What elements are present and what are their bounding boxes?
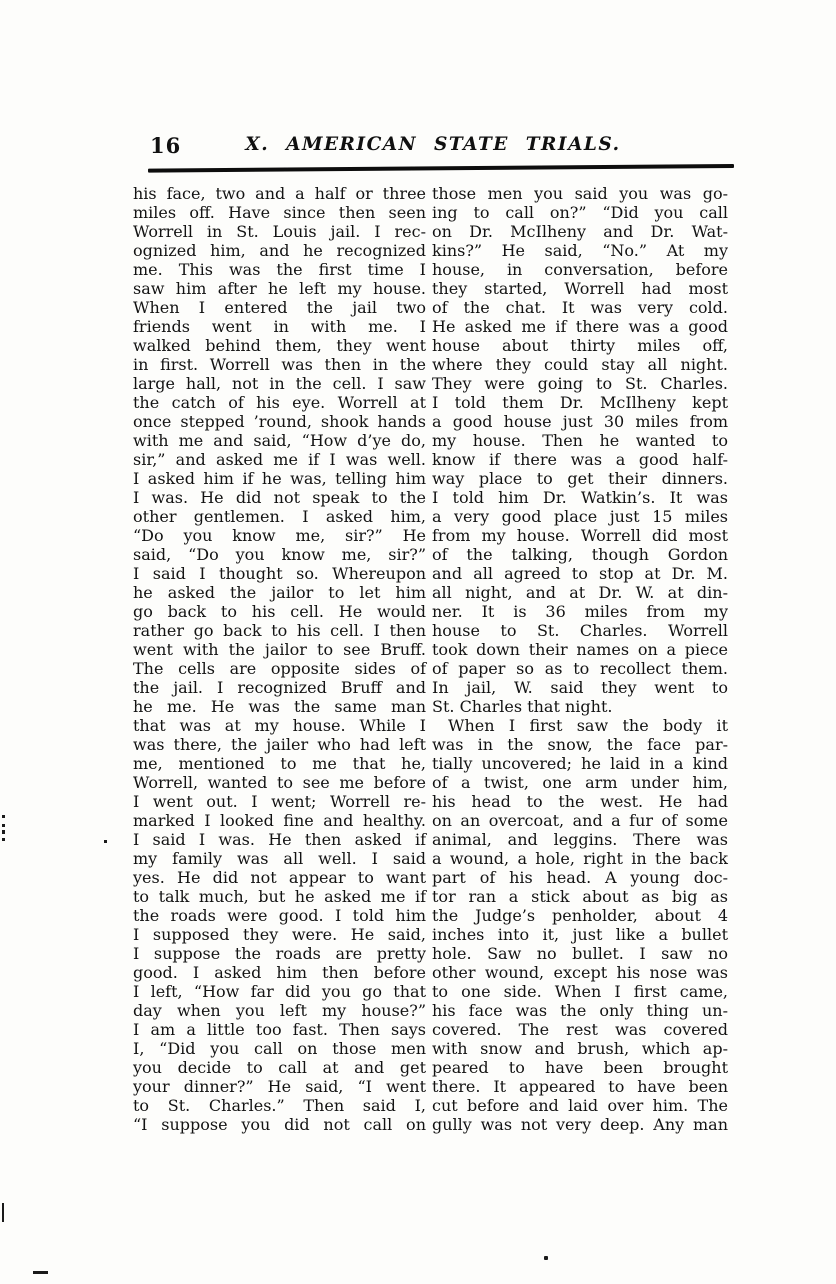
text-line: other wound, except his nose was — [432, 963, 728, 982]
text-line: animal, and leggins. There was — [432, 830, 728, 849]
text-line: with me and said, “How d’ye do, — [133, 431, 426, 450]
text-line: gully was not very deep. Any man — [432, 1115, 728, 1134]
text-line: saw him after he left my house. — [133, 279, 426, 298]
text-line: he asked the jailor to let him — [133, 583, 426, 602]
text-line: other gentlemen. I asked him, — [133, 507, 426, 526]
text-line: I asked him if he was, telling him — [133, 469, 426, 488]
text-line: He asked me if there was a good — [432, 317, 728, 336]
text-line: with snow and brush, which ap- — [432, 1039, 728, 1058]
text-line: good. I asked him then before — [133, 963, 426, 982]
text-line: I said I was. He then asked if — [133, 830, 426, 849]
text-line: of paper so as to recollect them. — [432, 659, 728, 678]
text-line: I said I thought so. Whereupon — [133, 564, 426, 583]
left-column — [133, 184, 426, 1144]
scan-artifact-speck — [2, 838, 5, 841]
text-line: to one side. When I first came, — [432, 982, 728, 1001]
page-number: 16 — [150, 133, 182, 158]
text-line: in first. Worrell was then in the — [133, 355, 426, 374]
text-line: of the chat. It was very cold. — [432, 298, 728, 317]
text-line: and all agreed to stop at Dr. M. — [432, 564, 728, 583]
text-line: part of his head. A young doc- — [432, 868, 728, 887]
text-line: they started, Worrell had most — [432, 279, 728, 298]
text-line: In jail, W. said they went to — [432, 678, 728, 697]
text-line: once stepped ’round, shook hands — [133, 412, 426, 431]
page-header-title: X. AMERICAN STATE TRIALS. — [245, 134, 621, 155]
text-line: St. Charles that night. — [432, 697, 613, 716]
text-line: I suppose the roads are pretty — [133, 944, 426, 963]
text-line: covered. The rest was covered — [432, 1020, 728, 1039]
scan-artifact-dot — [544, 1256, 548, 1260]
text-line: miles off. Have since then seen — [133, 203, 426, 222]
text-line: house, in conversation, before — [432, 260, 728, 279]
text-line: I supposed they were. He said, — [133, 925, 426, 944]
scan-artifact-speck — [2, 815, 5, 818]
text-line: They were going to St. Charles. — [432, 374, 728, 393]
text-line: took down their names on a piece — [432, 640, 728, 659]
text-line: was there, the jailer who had left — [133, 735, 426, 754]
text-line: of a twist, one arm under him, — [432, 773, 728, 792]
text-line: I left, “How far did you go that — [133, 982, 426, 1001]
text-line: was in the snow, the face par- — [432, 735, 728, 754]
text-line: he me. He was the same man — [133, 697, 426, 716]
text-line: cut before and laid over him. The — [432, 1096, 728, 1115]
text-line: yes. He did not appear to want — [133, 868, 426, 887]
text-line: me. This was the first time I — [133, 260, 426, 279]
text-line: know if there was a good half- — [432, 450, 728, 469]
text-line: Worrell in St. Louis jail. I rec- — [133, 222, 426, 241]
text-line: to St. Charles.” Then said I, — [133, 1096, 426, 1115]
text-line: house to St. Charles. Worrell — [432, 621, 728, 640]
text-line: my house. Then he wanted to — [432, 431, 728, 450]
text-line: I told him Dr. Watkin’s. It was — [432, 488, 728, 507]
text-line: your dinner?” He said, “I went — [133, 1077, 426, 1096]
text-line: my family was all well. I said — [133, 849, 426, 868]
text-line: way place to get their dinners. — [432, 469, 728, 488]
scan-artifact-edge-bar — [2, 1203, 4, 1222]
text-line: tor ran a stick about as big as — [432, 887, 728, 906]
text-line: go back to his cell. He would — [133, 602, 426, 621]
scan-artifact-dash — [33, 1271, 48, 1274]
text-line: inches into it, just like a bullet — [432, 925, 728, 944]
text-line: his face was the only thing un- — [432, 1001, 728, 1020]
text-line: I told them Dr. McIlheny kept — [432, 393, 728, 412]
text-line: from my house. Worrell did most — [432, 526, 728, 545]
text-line: Worrell, wanted to see me before — [133, 773, 426, 792]
text-line: When I entered the jail two — [133, 298, 426, 317]
text-line: the jail. I recognized Bruff and — [133, 678, 426, 697]
text-line: hole. Saw no bullet. I saw no — [432, 944, 728, 963]
text-line: me, mentioned to me that he, — [133, 754, 426, 773]
text-line: a good house just 30 miles from — [432, 412, 728, 431]
text-line: I, “Did you call on those men — [133, 1039, 426, 1058]
text-line: walked behind them, they went — [133, 336, 426, 355]
text-line: kins?” He said, “No.” At my — [432, 241, 728, 260]
right-column — [432, 184, 728, 1144]
text-line: marked I looked fine and healthy. — [133, 811, 426, 830]
text-line: his head to the west. He had — [432, 792, 728, 811]
text-line: “Do you know me, sir?” He — [133, 526, 426, 545]
text-line: house about thirty miles off, — [432, 336, 728, 355]
text-line: sir,” and asked me if I was well. — [133, 450, 426, 469]
text-line: on Dr. McIlheny and Dr. Wat- — [432, 222, 728, 241]
text-line: day when you left my house?” — [133, 1001, 426, 1020]
text-line: ing to call on?” “Did you call — [432, 203, 728, 222]
text-line: to talk much, but he asked me if — [133, 887, 426, 906]
text-line: large hall, not in the cell. I saw — [133, 374, 426, 393]
text-line: ner. It is 36 miles from my — [432, 602, 728, 621]
text-line: went with the jailor to see Bruff. — [133, 640, 426, 659]
text-line: where they could stay all night. — [432, 355, 728, 374]
text-line: a very good place just 15 miles — [432, 507, 728, 526]
text-line: the Judge’s penholder, about 4 — [432, 906, 728, 925]
text-line: a wound, a hole, right in the back — [432, 849, 728, 868]
text-line: said, “Do you know me, sir?” — [133, 545, 426, 564]
text-line: you decide to call at and get — [133, 1058, 426, 1077]
text-line: those men you said you was go- — [432, 184, 728, 203]
header-rule — [148, 164, 734, 173]
text-line: ognized him, and he recognized — [133, 241, 426, 260]
text-line: that was at my house. While I — [133, 716, 426, 735]
text-line: I am a little too fast. Then says — [133, 1020, 426, 1039]
text-line: When I first saw the body it — [448, 716, 728, 735]
text-line: the roads were good. I told him — [133, 906, 426, 925]
text-line: peared to have been brought — [432, 1058, 728, 1077]
scan-artifact-speck — [104, 840, 107, 843]
text-line: I went out. I went; Worrell re- — [133, 792, 426, 811]
text-line: his face, two and a half or three — [133, 184, 426, 203]
text-line: all night, and at Dr. W. at din- — [432, 583, 728, 602]
scan-artifact-speck — [2, 830, 5, 834]
text-line: I was. He did not speak to the — [133, 488, 426, 507]
text-line: tially uncovered; he laid in a kind — [432, 754, 728, 773]
text-line: “I suppose you did not call on — [133, 1115, 426, 1134]
text-line: The cells are opposite sides of — [133, 659, 426, 678]
text-line: friends went in with me. I — [133, 317, 426, 336]
text-line: there. It appeared to have been — [432, 1077, 728, 1096]
scan-artifact-speck — [2, 824, 5, 827]
text-line: the catch of his eye. Worrell at — [133, 393, 426, 412]
text-line: rather go back to his cell. I then — [133, 621, 426, 640]
text-line: of the talking, though Gordon — [432, 545, 728, 564]
text-line: on an overcoat, and a fur of some — [432, 811, 728, 830]
